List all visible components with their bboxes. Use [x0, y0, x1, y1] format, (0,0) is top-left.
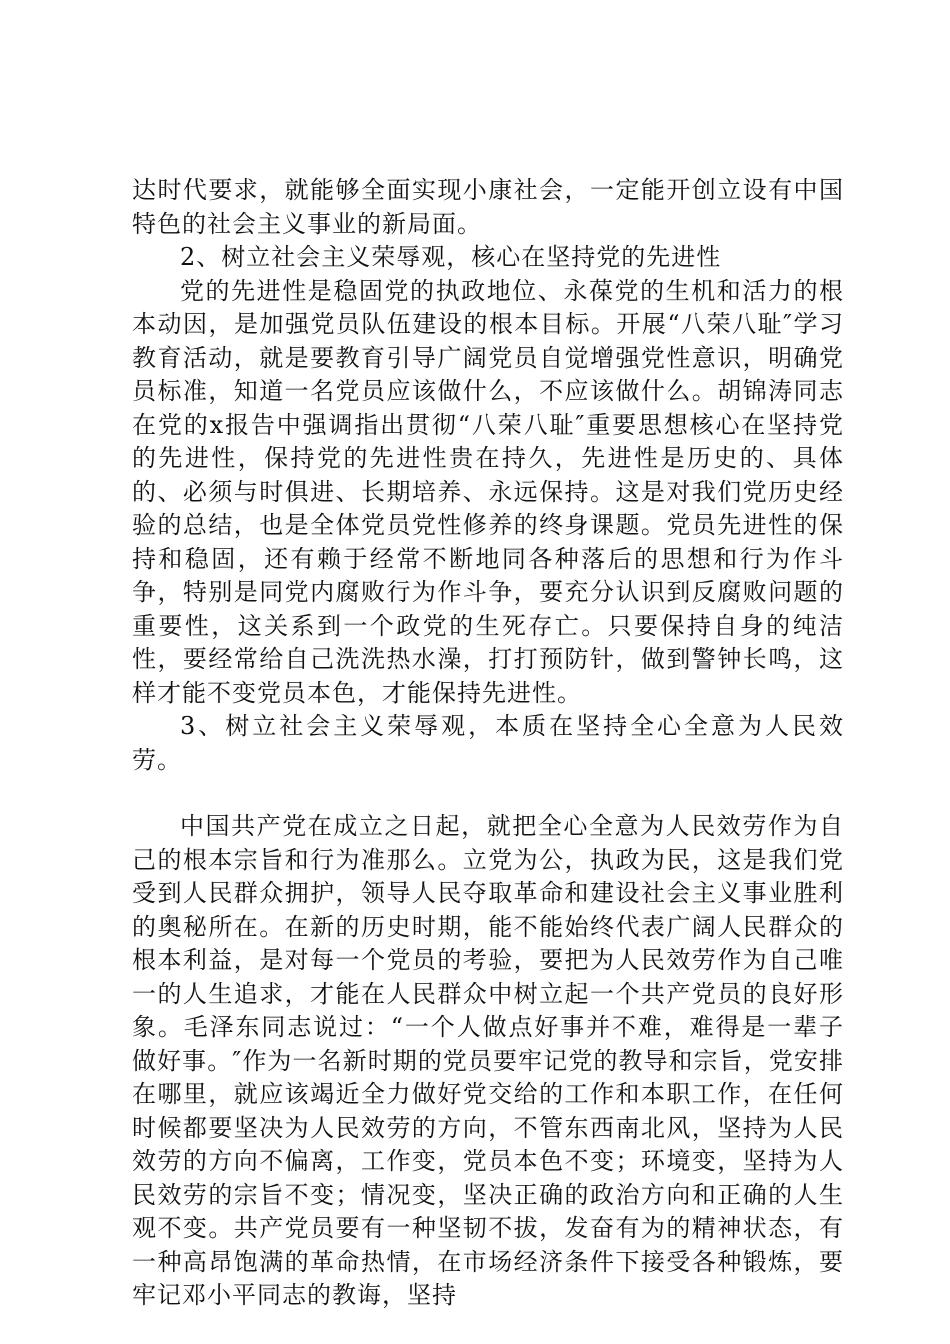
paragraph-party-advancement: 党的先进性是稳固党的执政地位、永葆党的生机和活力的根本动因，是加强党员队伍建设的根本目标。开展“八荣八耻″学习教育活动，就是要教育引导广阔党员自觉增强党性意识，明确党员标准，知道一名党员应该做什么，不应该做什么。胡锦涛同志在党的x报告中强调指出贯彻“八荣八耻″重要思想核心在坚持党的先进性，保持党的先进性贵在持久，先进性是历史的、具体的、必须与时俱进、长期培养、永远保持。这是对我们党历史经验的总结，也是全体党员党性修养的终身课题。党员先进性的保持和稳固，还有赖于经常不断地同各种落后的思想和行为作斗争，特别是同党内腐败行为作斗争，要充分认识到反腐败问题的重要性，这关系到一个政党的生死存亡。只要保持自身的纯洁性，要经常给自己洗洗热水澡，打打预防针，做到警钟长鸣，这样才能不变党员本色，才能保持先进性。 — [132, 276, 844, 707]
paragraph-continuation: 达时代要求，就能够全面实现小康社会，一定能开创立设有中国特色的社会主义事业的新局面。 — [132, 176, 844, 238]
section-heading-3: 3、树立社会主义荣辱观，本质在坚持全心全意为人民效劳。 — [132, 712, 844, 774]
paragraph-spacer — [132, 777, 844, 810]
document-body — [132, 174, 844, 1313]
paragraph-serve-people: 中国共产党在成立之日起，就把全心全意为人民效劳作为自己的根本宗旨和行为准那么。立党为公，执政为民，这是我们党受到人民群众拥护，领导人民夺取革命和建设社会主义事业胜利的奥秘所在。在新的历史时期，能不能始终代表广阔人民群众的根本利益，是对每一个党员的考验，要把为人民效劳作为自己唯一的人生追求，才能在人民群众中树立起一个共产党员的良好形象。毛泽东同志说过：“一个人做点好事并不难，难得是一辈子做好事。″作为一名新时期的党员要牢记党的教导和宗旨，党安排在哪里，就应该竭近全力做好党交给的工作和本职工作，在任何时候都要坚决为人民效劳的方向，不管东西南北风，坚持为人民效劳的方向不偏离，工作变，党员本色不变；环境变，坚持为人民效劳的宗旨不变；情况变，坚决正确的政治方向和正确的人生观不变。共产党员要有一种坚韧不拔，发奋有为的精神状态，有一种高昂饱满的革命热情，在市场经济条件下接受各种锻炼，要牢记邓小平同志的教诲，坚持 — [132, 812, 844, 1309]
section-heading-2: 2、树立社会主义荣辱观，核心在坚持党的先进性 — [180, 243, 722, 271]
